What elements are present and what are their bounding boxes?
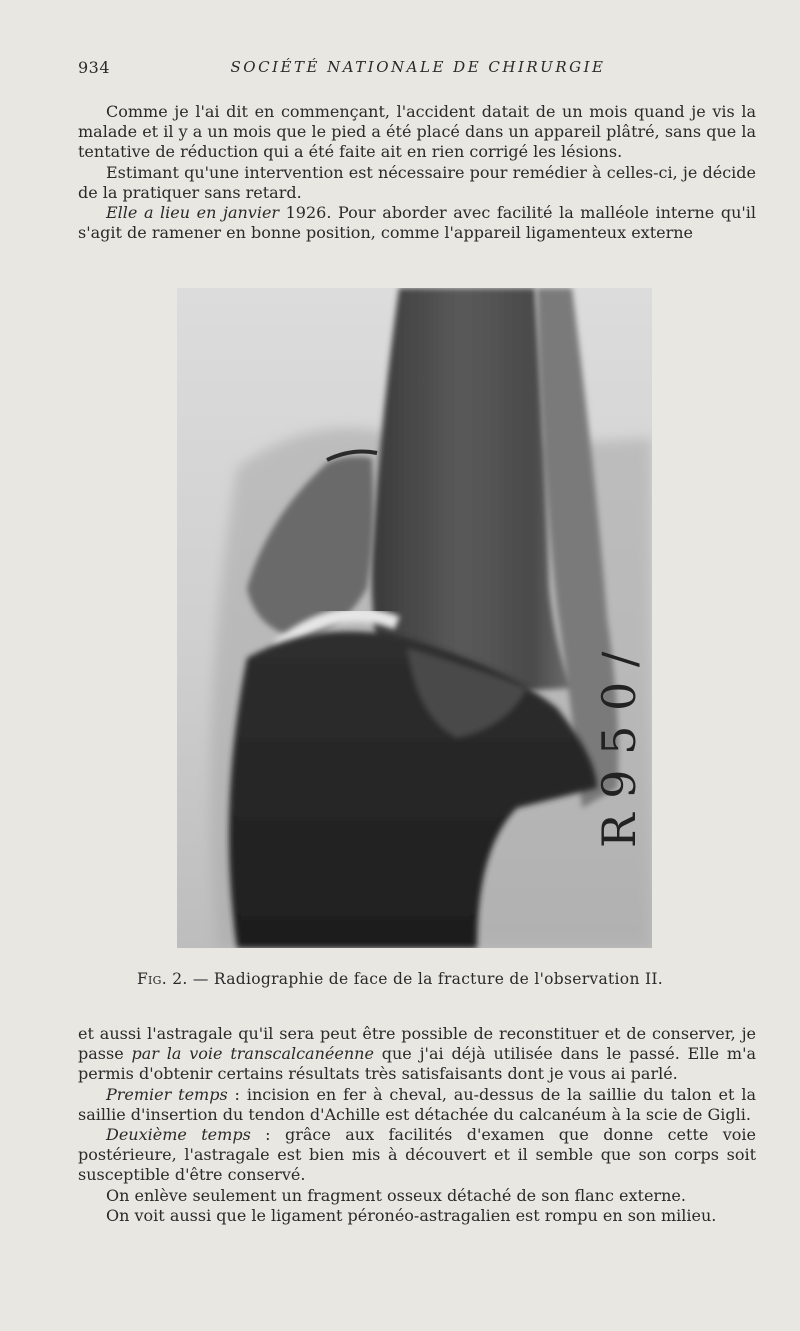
figure-caption — [0, 970, 800, 988]
paragraph: Comme je l'ai dit en commençant, l'accident datait de un mois quand je vis la malade et il y a un mois que le pied a été placé dans un appareil plâtré, sans que la tentative de réduction qui a été faite ait en rien corrigé les lésions. — [78, 102, 756, 162]
paragraph: On voit aussi que le ligament péronéo-astragalien est rompu en son milieu. — [106, 1205, 717, 1225]
page-number: 934 — [78, 58, 111, 77]
italic-lead: Deuxième temps — [106, 1125, 251, 1145]
paragraph: Deuxième temps : grâce aux facilités d'examen que donne cette voie postérieure, l'astragale est bien mis à découvert et il semble que son corps soit susceptible d'être conservé. — [78, 1125, 756, 1185]
body-text-bottom — [78, 1024, 756, 1226]
body-text-top — [78, 102, 756, 243]
paragraph: Premier temps : incision en fer à cheval, au-dessus de la saillie du talon et la saillie d'insertion du tendon d'Achille est détachée du calcanéum à la scie de Gigli. — [78, 1084, 756, 1124]
figure-label: Fig. 2. — [136, 970, 188, 988]
running-head: SOCIÉTÉ NATIONALE DE CHIRURGIE — [230, 58, 606, 76]
paragraph: On enlève seulement un fragment osseux détaché de son flanc externe. — [106, 1185, 686, 1205]
plate-number: R 9 5 0 / — [592, 651, 646, 848]
italic-phrase: par la voie transcalcanéenne — [131, 1044, 374, 1064]
radiograph-figure — [177, 288, 652, 948]
ankle-radiograph-image — [177, 288, 652, 948]
paragraph: Elle a lieu en janvier 1926. Pour aborder avec facilité la malléole interne qu'il s'agit de ramener en bonne position, comme l'appareil ligamenteux externe — [78, 203, 757, 243]
italic-lead: Premier temps — [106, 1084, 228, 1104]
paragraph: Estimant qu'une intervention est nécessaire pour remédier à celles-ci, je décide de la pratiquer sans retard. — [78, 162, 756, 202]
caption-text: — Radiographie de face de la fracture de l'observation II. — [187, 970, 664, 988]
italic-lead: Elle a lieu en janvier — [106, 203, 280, 223]
paragraph: et aussi l'astragale qu'il sera peut être possible de reconstituer et de conserver, je passe par la voie transcalcanéenne que j'ai déjà utilisée dans le passé. Elle m'a permis d'obtenir certains résultats très satisfaisants dont je vous ai parlé. — [78, 1024, 757, 1084]
page-header — [78, 58, 758, 82]
